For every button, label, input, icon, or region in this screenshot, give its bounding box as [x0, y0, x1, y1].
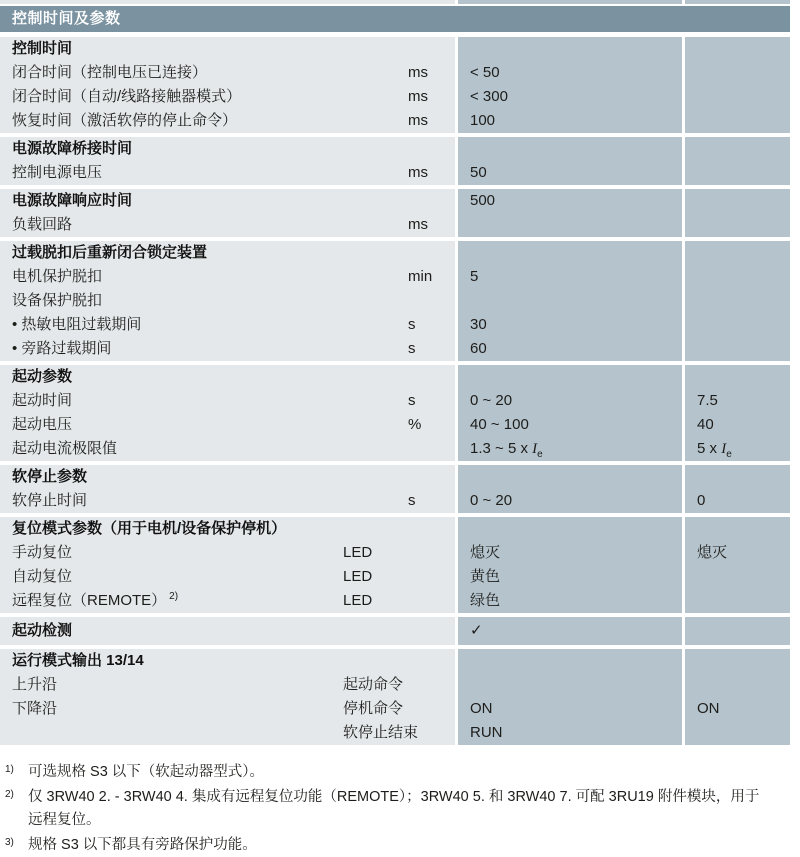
- value-column-1: 1.3 ~ 5 x $I_e$: [470, 440, 543, 460]
- table-title-bar: [0, 6, 790, 32]
- unit-label: s: [408, 340, 416, 357]
- col-bg-val2: [685, 617, 790, 645]
- col-bg-val2: [685, 0, 790, 4]
- param-label: 起动检测: [12, 622, 73, 639]
- value-column-1: 0 ~ 20: [470, 392, 513, 409]
- param-label: 运行模式输出 13/14: [12, 652, 144, 669]
- value-column-2: 7.5: [697, 392, 718, 409]
- param-label: 起动时间: [12, 392, 73, 409]
- param-label: • 热敏电阻过载期间: [12, 316, 142, 333]
- col-bg-left: [0, 0, 455, 4]
- col-bg-val1: [458, 241, 682, 361]
- param-label: 起动电压: [12, 416, 73, 433]
- param-label: 电源故障桥接时间: [12, 140, 133, 157]
- unit-label: min: [408, 268, 433, 285]
- footnote: [5, 786, 786, 832]
- checkmark: ✓: [470, 622, 483, 639]
- value-column-1: 绿色: [470, 592, 501, 609]
- unit-label: LED: [343, 544, 373, 561]
- footnote: [5, 834, 786, 857]
- param-label: 起动参数: [12, 368, 73, 385]
- unit-label: ms: [408, 164, 428, 181]
- col-bg-val2: [685, 517, 790, 613]
- unit-label: 起动命令: [343, 676, 404, 693]
- unit-label: s: [408, 492, 416, 509]
- value-column-2: 5 x $I_e$: [697, 440, 732, 460]
- value-column-1: 100: [470, 112, 496, 129]
- param-label: 电机保护脱扣: [12, 268, 103, 285]
- unit-label: ms: [408, 64, 428, 81]
- param-label: 软停止参数: [12, 468, 88, 485]
- table-section: [0, 617, 790, 645]
- footnote: [5, 761, 786, 784]
- param-label: 电源故障响应时间: [12, 192, 133, 209]
- unit-label: ms: [408, 88, 428, 105]
- value-column-1: 50: [470, 164, 487, 181]
- param-label: 过载脱扣后重新闭合锁定装置: [12, 244, 208, 261]
- param-label: 自动复位: [12, 568, 73, 585]
- value-column-2: 40: [697, 416, 714, 433]
- col-bg-val1: [458, 0, 682, 4]
- value-column-2: 0: [697, 492, 706, 509]
- param-label: 起动电流极限值: [12, 440, 118, 457]
- param-label: 软停止时间: [12, 492, 88, 509]
- param-label: 闭合时间（控制电压已连接）: [12, 64, 208, 81]
- value-column-1: 40 ~ 100: [470, 416, 529, 433]
- param-label: 上升沿: [12, 676, 58, 693]
- unit-label: ms: [408, 216, 428, 233]
- footnote-ref: 2): [169, 591, 179, 602]
- col-bg-val2: [685, 189, 790, 237]
- table-section: [0, 189, 790, 237]
- table-section: [0, 137, 790, 185]
- param-label: • 旁路过载期间: [12, 340, 112, 357]
- table-section: [0, 37, 790, 133]
- footnote-marker: 3): [5, 837, 14, 848]
- param-label: 恢复时间（激活软停的停止命令）: [12, 112, 238, 129]
- footnotes: [0, 761, 786, 857]
- value-column-2: 熄灭: [697, 544, 728, 561]
- col-bg-val2: [685, 37, 790, 133]
- value-column-1: 60: [470, 340, 487, 357]
- param-label: 下降沿: [12, 700, 58, 717]
- table-section: [0, 241, 790, 361]
- table-title: 控制时间及参数: [12, 10, 121, 27]
- footnote-text: 可选规格 S3 以下（软起动器型式）。: [28, 764, 265, 780]
- value-column-1: 5: [470, 268, 479, 285]
- value-column-1: 500: [470, 192, 496, 209]
- param-label: 控制时间: [12, 40, 73, 57]
- col-bg-val1: [458, 137, 682, 185]
- unit-label: 停机命令: [343, 700, 404, 717]
- value-column-1: 0 ~ 20: [470, 492, 513, 509]
- table-section: [0, 517, 790, 613]
- footnote-marker: 1): [5, 764, 14, 775]
- value-column-1: < 300: [470, 88, 508, 105]
- param-label: 负载回路: [12, 216, 73, 233]
- footnote-marker: 2): [5, 789, 14, 800]
- param-label: 手动复位: [12, 544, 73, 561]
- value-column-2: ON: [697, 700, 720, 717]
- value-column-1: 30: [470, 316, 487, 333]
- value-column-1: ON: [470, 700, 493, 717]
- param-label: 控制电源电压: [12, 164, 103, 181]
- table-section: [0, 649, 790, 745]
- unit-label: LED: [343, 592, 373, 609]
- unit-label: LED: [343, 568, 373, 585]
- table-section: [0, 465, 790, 513]
- col-bg-val2: [685, 241, 790, 361]
- unit-label: %: [408, 416, 422, 433]
- cutoff-row: [0, 0, 790, 4]
- footnote-text: 仅 3RW40 2. - 3RW40 4. 集成有远程复位功能（REMOTE）；3RW40 5. 和 3RW40 7. 可配 3RU19 附件模块，用于远程复位。: [28, 789, 760, 828]
- spec-table: [0, 37, 790, 745]
- param-label: 远程复位（REMOTE） $^{2)}$: [12, 591, 179, 609]
- unit-label: ms: [408, 112, 428, 129]
- table-section: [0, 365, 790, 461]
- value-column-1: RUN: [470, 724, 503, 741]
- col-bg-val1: [458, 617, 682, 645]
- footnote-text: 规格 S3 以下都具有旁路保护功能。: [28, 837, 257, 853]
- col-bg-val2: [685, 137, 790, 185]
- unit-label: s: [408, 316, 416, 333]
- value-column-1: 熄灭: [470, 544, 501, 561]
- value-column-1: 黄色: [470, 568, 501, 585]
- param-label: 复位模式参数（用于电机/设备保护停机）: [12, 520, 287, 537]
- param-label: 设备保护脱扣: [12, 292, 103, 309]
- value-column-1: < 50: [470, 64, 500, 81]
- unit-label: 软停止结束: [343, 724, 419, 741]
- unit-label: s: [408, 392, 416, 409]
- param-label: 闭合时间（自动/线路接触器模式）: [12, 88, 242, 105]
